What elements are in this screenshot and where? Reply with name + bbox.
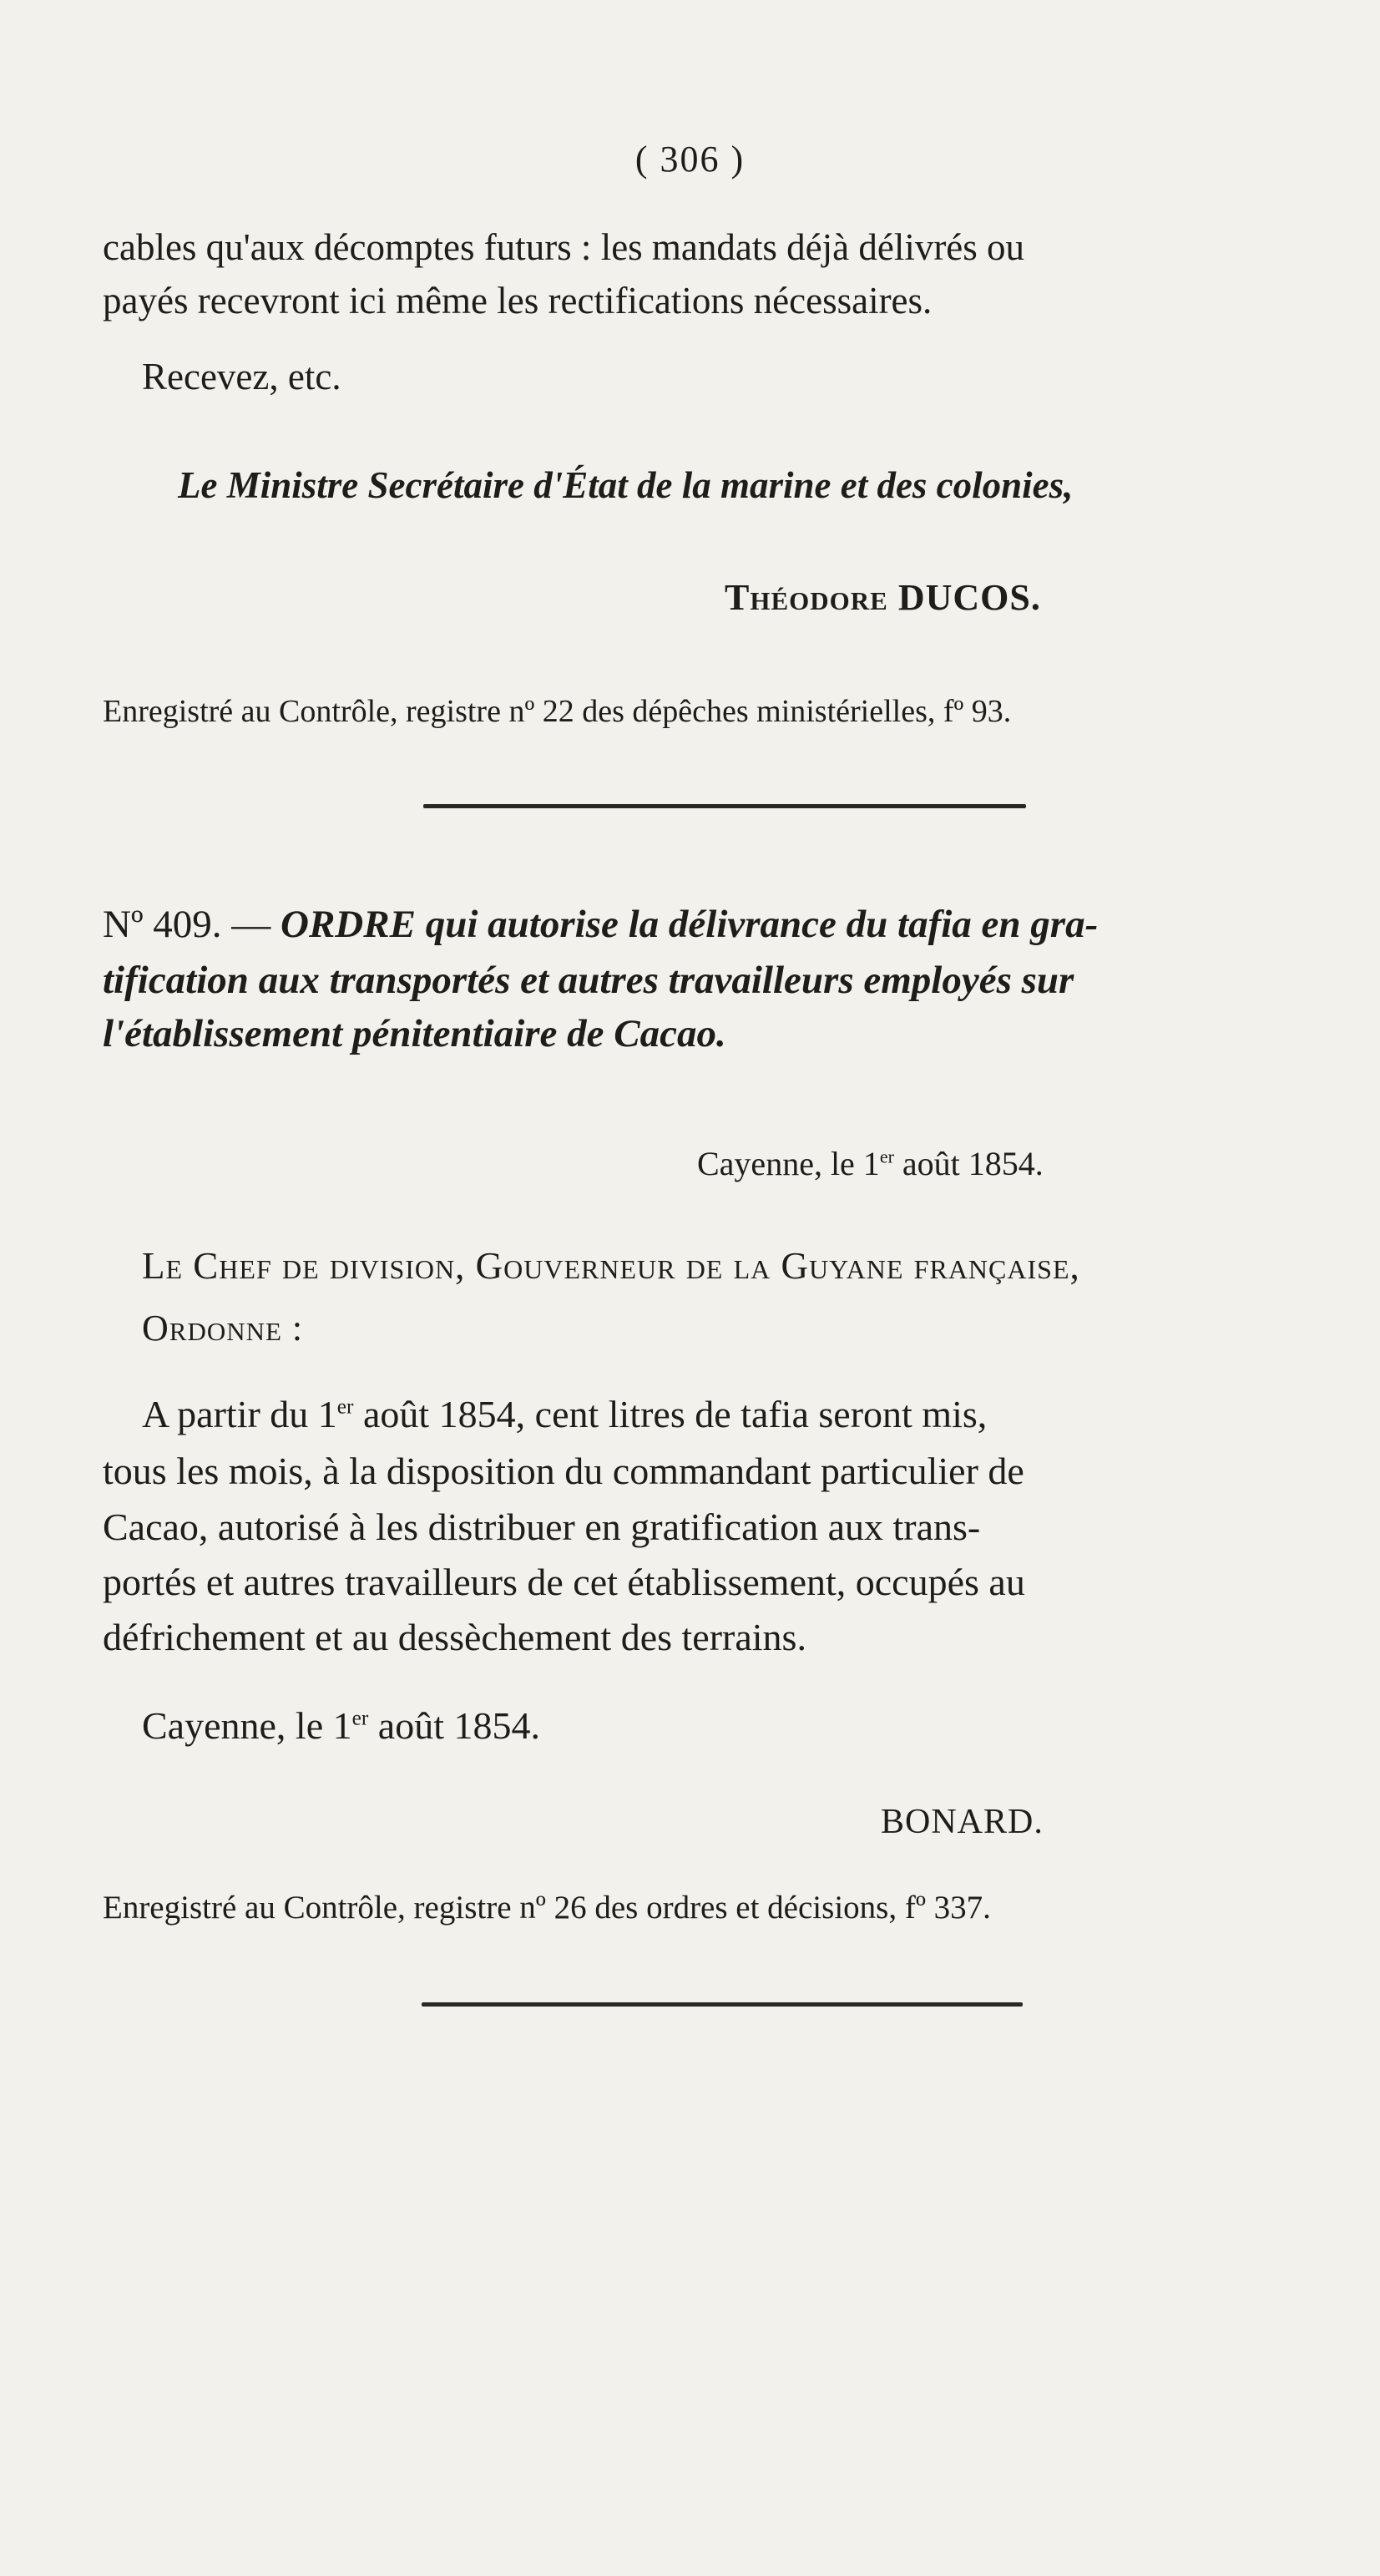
order-heading-line-1 [103, 902, 1098, 947]
order-number: Nº 409. — [103, 903, 271, 946]
body-line-3: Cacao, autorisé à les distribuer en gratification aux trans- [103, 1506, 981, 1548]
order-heading-text-1: ORDRE qui autorise la délivrance du tafia en gra- [281, 903, 1099, 946]
registration-note-2: Enregistré au Contrôle, registre nº 26 des ordres et décisions, fº 337. [103, 1890, 991, 1926]
order-heading-line-3: l'établissement pénitentiaire de Cacao. [103, 1012, 726, 1055]
closing-dateline [142, 1703, 540, 1748]
closing-suffix: août 1854. [368, 1704, 540, 1747]
order-heading-line-2: tification aux transportés et autres travailleurs employés sur [103, 959, 1074, 1002]
body-line-1 [142, 1392, 987, 1436]
separator-rule-1 [423, 804, 1026, 808]
salutation: Recevez, etc. [142, 356, 341, 397]
registration-note-1: Enregistré au Contrôle, registre nº 22 des dépêches ministérielles, fº 93. [103, 694, 1012, 729]
body-first-suffix: août 1854, cent litres de tafia seront mis, [353, 1393, 988, 1435]
body-line-2: tous les mois, à la disposition du commandant particulier de [103, 1450, 1024, 1492]
authority-line: Le Chef de division, Gouverneur de la Guyane française, [142, 1245, 1080, 1287]
body-line-4: portés et autres travailleurs de cet établissement, occupés au [103, 1561, 1025, 1603]
signatory-title: Le Ministre Secrétaire d'État de la marine et des colonies, [178, 464, 1074, 506]
closing-sup: er [351, 1706, 369, 1730]
ordonne-label: Ordonne : [142, 1308, 304, 1349]
continuation-line-1: cables qu'aux décomptes futurs : les mandats déjà délivrés ou [103, 226, 1025, 268]
separator-rule-2 [422, 2002, 1023, 2007]
dateline-prefix: Cayenne, le 1 [697, 1145, 880, 1182]
dateline-suffix: août 1854. [893, 1145, 1044, 1182]
order-dateline [697, 1144, 1044, 1183]
body-line-5: défrichement et au dessèchement des terrains. [103, 1616, 806, 1658]
signatory-name: Théodore DUCOS. [725, 577, 1041, 618]
body-first-prefix: A partir du 1 [142, 1393, 337, 1435]
page-number: ( 306 ) [634, 139, 746, 180]
order-signature: BONARD. [881, 1803, 1044, 1841]
closing-prefix: Cayenne, le 1 [142, 1704, 352, 1747]
continuation-line-2: payés recevront ici même les rectifications nécessaires. [103, 280, 933, 321]
dateline-sup: er [879, 1146, 894, 1167]
body-first-sup: er [336, 1394, 354, 1419]
